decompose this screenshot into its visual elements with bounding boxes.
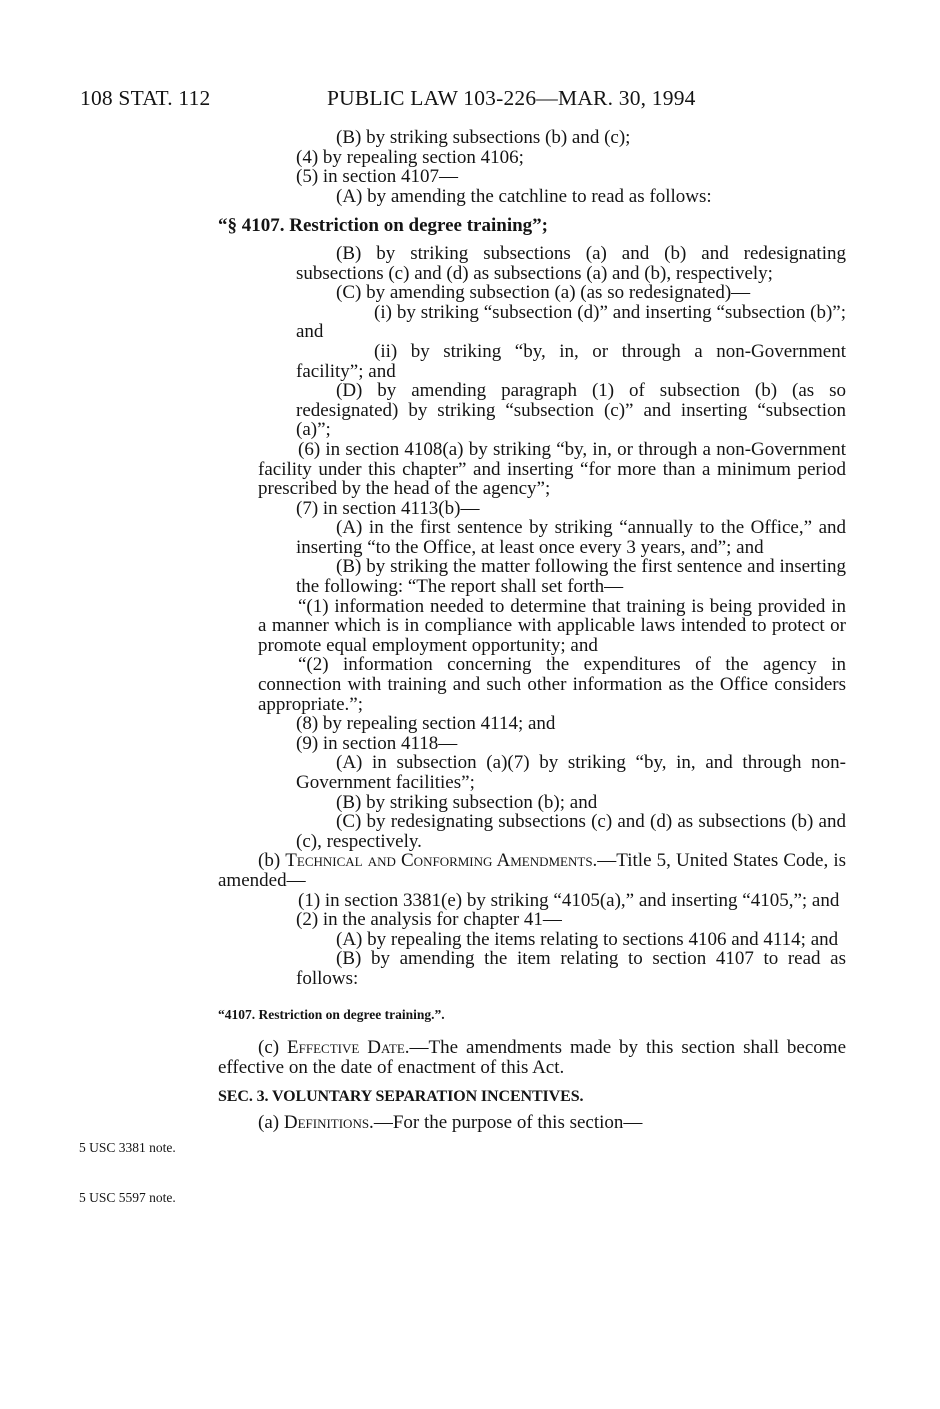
report-item-1: “(1) information needed to determine that training is being provided in a manner which is in compliance with applicable laws intended to protect or promote equal employment opportunity; and xyxy=(258,595,846,656)
margin-note-usc-5597: 5 USC 5597 note. xyxy=(79,1190,176,1205)
subclause-i: (i) by striking “subsection (d)” and inserting “subsection (b)”; and xyxy=(296,301,846,343)
analysis-item: “4107. Restriction on degree training.”. xyxy=(218,1006,445,1022)
margin-note-usc-3381: 5 USC 3381 note. xyxy=(79,1140,176,1155)
running-head-title: PUBLIC LAW 103-226—MAR. 30, 1994 xyxy=(327,86,696,110)
definitions-heading: Definitions. xyxy=(283,1111,374,1133)
subsection-b-heading: Technical and Conforming Amendments. xyxy=(285,850,598,872)
paragraph-6: (6) in section 4108(a) by striking “by, in, or through a non-Government facility under this chapter” and inserting “for more than a minimum period prescribed by the head of the agency”; xyxy=(258,438,846,500)
subsection-c: (c) Effective Date.—The amendments made by this section shall become effective on the date of enactment of this Act. xyxy=(218,1037,847,1078)
law-text-body xyxy=(218,128,846,1133)
report-item-2: “(2) information concerning the expenditures of the agency in connection with training and such other information as the Office considers appropriate.”; xyxy=(258,654,846,715)
clause-b-striking: (B) by striking subsections (b) and (c); xyxy=(336,127,631,148)
paragraph-9: (9) in section 4118— xyxy=(296,732,458,754)
amendment-2: (2) in the analysis for chapter 41— xyxy=(296,909,562,931)
paragraph-8: (8) by repealing section 4114; and xyxy=(296,713,556,735)
amendment-1: (1) in section 3381(e) by striking “4105(a),” and inserting “4105,”; and xyxy=(298,889,840,911)
clause-5b: (B) by striking subsections (a) and (b) and redesignating subsections (c) and (d) as subsections (a) and (b), respectively; xyxy=(296,242,846,284)
amendment-2b: (B) by amending the item relating to section 4107 to read as follows: xyxy=(296,948,846,989)
clause-7b: (B) by striking the matter following the first sentence and inserting the following: “The report shall set forth— xyxy=(296,556,846,598)
subsection-c-heading: Effective Date. xyxy=(287,1037,410,1059)
paragraph-4: (4) by repealing section 4106; xyxy=(296,146,524,168)
clause-9a: (A) in subsection (a)(7) by striking “by, in, and through non-Government facilities”; xyxy=(296,752,846,793)
subclause-ii: (ii) by striking “by, in, or through a non-Government facility”; and xyxy=(296,340,846,382)
subsection-a-definitions: (a) Definitions.—For the purpose of this section— xyxy=(258,1111,643,1133)
section-3-heading: SEC. 3. VOLUNTARY SEPARATION INCENTIVES. xyxy=(218,1088,584,1106)
amendment-2a: (A) by repealing the items relating to sections 4106 and 4114; and xyxy=(336,928,839,950)
paragraph-7: (7) in section 4113(b)— xyxy=(296,497,480,519)
catchline: “§ 4107. Restriction on degree training”; xyxy=(218,215,548,237)
running-head-stat: 108 STAT. 112 xyxy=(80,86,211,110)
subsection-b: (b) Technical and Conforming Amendments.—Title 5, United States Code, is amended— xyxy=(218,850,846,891)
clause-9b: (B) by striking subsection (b); and xyxy=(336,791,598,813)
clause-5a: (A) by amending the catchline to read as follows: xyxy=(336,185,712,207)
clause-9c: (C) by redesignating subsections (c) and (d) as subsections (b) and (c), respectively. xyxy=(296,811,846,852)
paragraph-5: (5) in section 4107— xyxy=(296,166,459,188)
clause-5d: (D) by amending paragraph (1) of subsection (b) (as so redesignated) by striking “subsection (c)” and inserting “subsection (a)”; xyxy=(296,380,846,441)
clause-7a: (A) in the first sentence by striking “annually to the Office,” and inserting “to the Office, at least once every 3 years, and”; and xyxy=(296,517,846,558)
clause-5c: (C) by amending subsection (a) (as so redesignated)— xyxy=(336,282,751,304)
